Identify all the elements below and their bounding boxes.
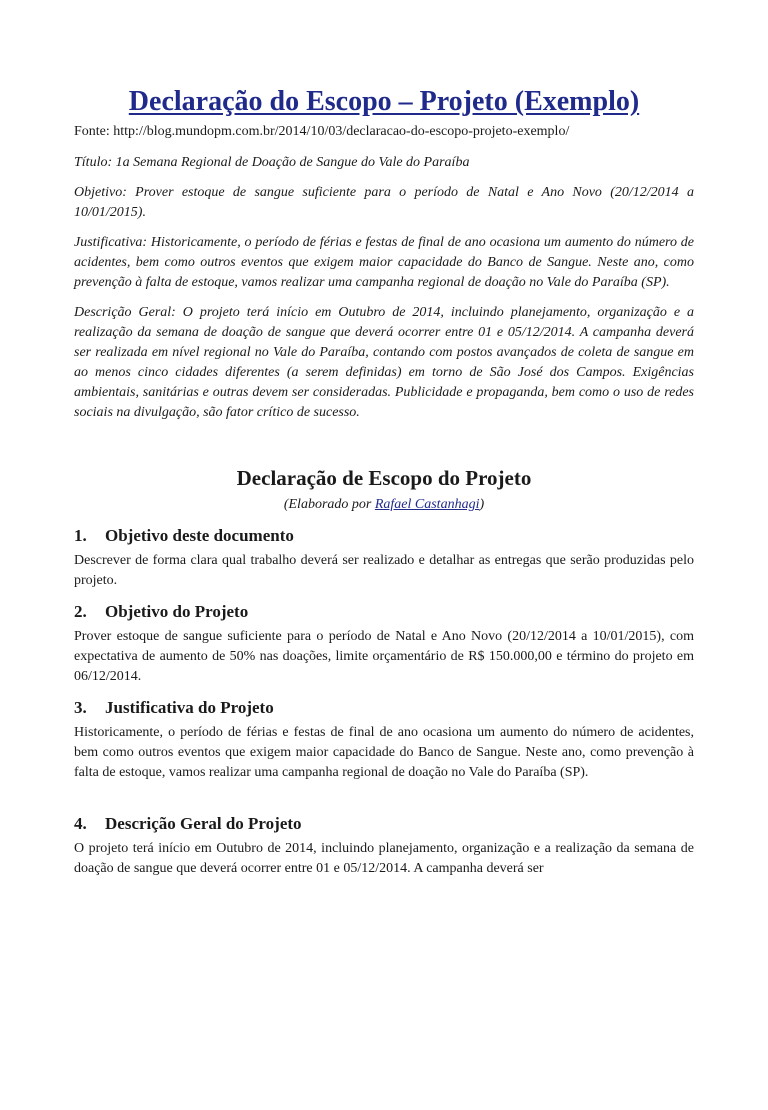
section-heading-text: Objetivo deste documento bbox=[105, 526, 294, 545]
section-3-heading bbox=[74, 697, 694, 719]
section-heading-text: Justificativa do Projeto bbox=[105, 698, 274, 717]
section-2-body: Prover estoque de sangue suficiente para o período de Natal e Ano Novo (20/12/2014 a 10/01/2015), com expectativa de aumento de 50% nas doações, limite orçamentário de R$ 150.000,00 e término do projeto em 06/12/2014. bbox=[74, 629, 694, 684]
section-1-body: Descrever de forma clara qual trabalho deverá ser realizado e detalhar as entregas que serão produzidas pelo projeto. bbox=[74, 553, 694, 588]
author-line bbox=[74, 495, 694, 515]
scope-title: Declaração de Escopo do Projeto bbox=[236, 466, 532, 490]
section-2-heading bbox=[74, 601, 694, 623]
author-link[interactable]: Rafael Castanhagi bbox=[374, 497, 480, 512]
section-3-body: Historicamente, o período de férias e festas de final de ano ocasiona um aumento do número de acidentes, bem como outros eventos que exigem maior capacidade do Banco de Sangue. Neste ano, como prevenção à falta de estoque, vamos realizar uma campanha regional de doação no Vale do Paraíba (SP). bbox=[74, 725, 694, 780]
section-number: 4. bbox=[74, 814, 87, 833]
section-4-body: O projeto terá início em Outubro de 2014, incluindo planejamento, organização e a realização da semana de doação de sangue que deverá ocorrer entre 01 e 05/12/2014. A campanha deverá ser bbox=[74, 841, 694, 876]
project-title-line: Título: 1a Semana Regional de Doação de Sangue do Vale do Paraíba bbox=[74, 155, 470, 170]
author-prefix: (Elaborado por bbox=[283, 497, 375, 512]
document-title: Declaração do Escopo – Projeto (Exemplo) bbox=[128, 86, 640, 117]
justification-paragraph: Justificativa: Historicamente, o período de férias e festas de final de ano ocasiona um aumento do número de acidentes, bem como outros eventos que exigem maior capacidade do Banco de Sangue. Neste ano, como prevenção à falta de estoque, vamos realizar uma campanha regional de doação no Vale do Paraíba (SP). bbox=[74, 235, 694, 290]
section-number: 3. bbox=[74, 698, 87, 717]
source-line: Fonte: http://blog.mundopm.com.br/2014/10/03/declaracao-do-escopo-projeto-exemplo/ bbox=[74, 124, 570, 139]
document-page bbox=[0, 86, 768, 1110]
section-number: 2. bbox=[74, 602, 87, 621]
section-1-heading bbox=[74, 525, 694, 547]
section-heading-text: Descrição Geral do Projeto bbox=[105, 814, 302, 833]
section-heading-text: Objetivo do Projeto bbox=[105, 602, 249, 621]
description-paragraph: Descrição Geral: O projeto terá início em Outubro de 2014, incluindo planejamento, organização e a realização da semana de doação de sangue que deverá ocorrer entre 01 e 05/12/2014. A campanha deverá ser realizada em nível regional no Vale do Paraíba, contando com postos avançados de coleta de sangue em ao menos cinco cidades diferentes (a serem definidas) em torno de São José dos Campos. Exigências ambientais, sanitárias e outras devem ser consideradas. Publicidade e propaganda, bem como o uso de redes sociais na divulgação, são fator crítico de sucesso. bbox=[74, 305, 694, 420]
section-number: 1. bbox=[74, 526, 87, 545]
author-suffix: ) bbox=[479, 497, 485, 512]
section-4-heading bbox=[74, 813, 694, 835]
objective-paragraph: Objetivo: Prover estoque de sangue suficiente para o período de Natal e Ano Novo (20/12/2014 a 10/01/2015). bbox=[74, 185, 694, 220]
